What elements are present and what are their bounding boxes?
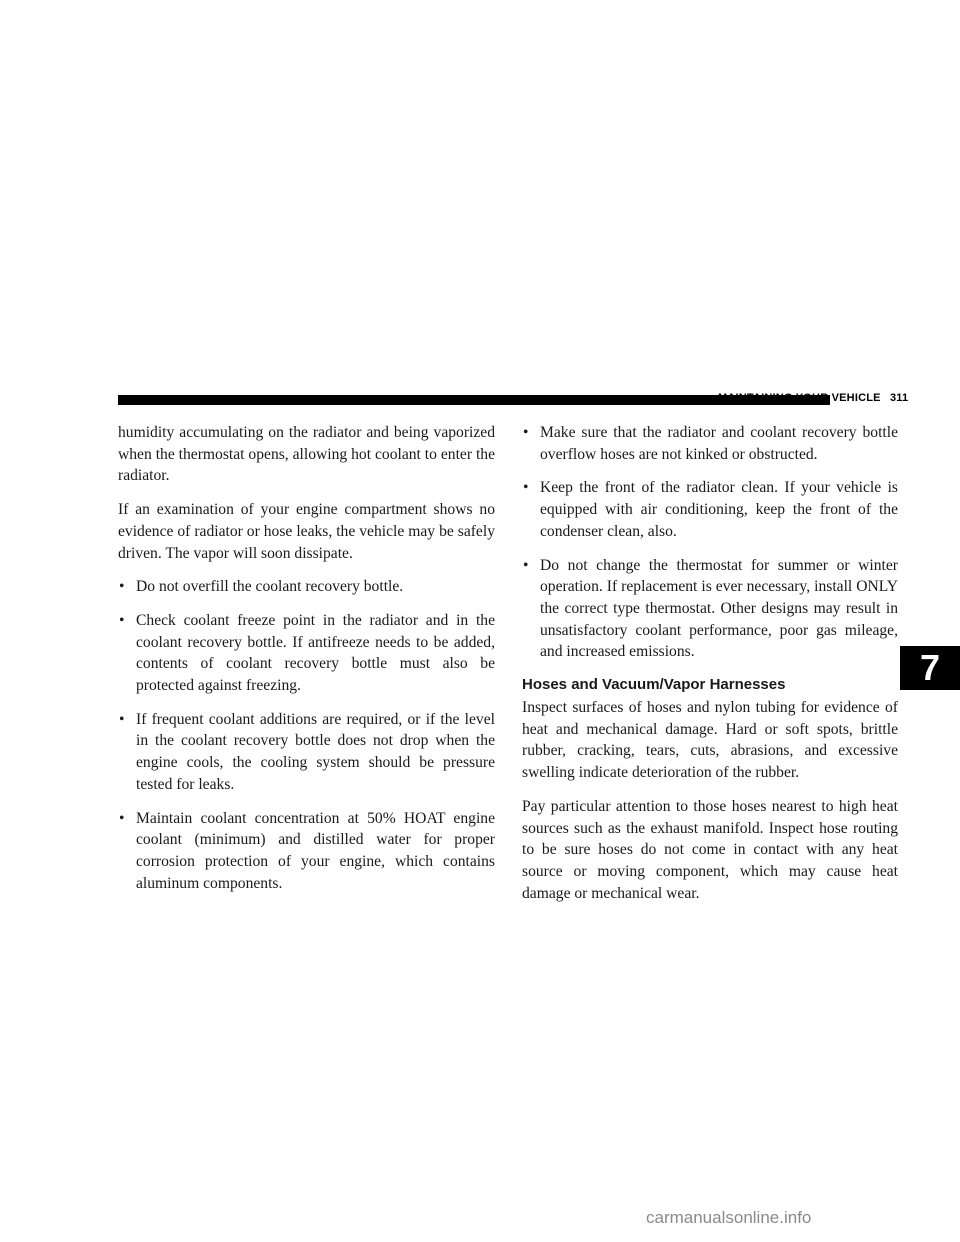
- left-column: [118, 422, 495, 906]
- list-item-text: If frequent coolant additions are required, or if the level in the coolant recovery bottle does not drop when the engine cools, the cooling system should be pressure tested for leaks.: [136, 710, 495, 793]
- section-title: MAINTAINING YOUR VEHICLE: [718, 392, 881, 404]
- bullet-icon: •: [119, 611, 125, 629]
- bullet-icon: •: [119, 710, 125, 728]
- list-item: [118, 610, 495, 697]
- list-item-text: Do not change the thermostat for summer or winter operation. If replacement is ever necessary, install ONLY the correct type thermostat. Other designs may result in unsatisfactory coolant performance, poor gas mileage, and increased emissions.: [540, 556, 898, 661]
- bullet-icon: •: [119, 809, 125, 827]
- bullet-icon: •: [119, 578, 125, 596]
- running-head: [718, 392, 909, 404]
- list-item: [118, 808, 495, 895]
- right-column: [522, 422, 898, 916]
- chapter-tab: 7: [900, 646, 960, 690]
- list-item: [522, 555, 898, 664]
- paragraph: If an examination of your engine compartment shows no evidence of radiator or hose leaks, the vehicle may be safely driven. The vapor will soon dissipate.: [118, 501, 495, 562]
- bullet-list: [522, 422, 898, 663]
- bullet-list: [118, 576, 495, 894]
- bullet-icon: •: [523, 479, 529, 497]
- paragraph: humidity accumulating on the radiator and being vaporized when the thermostat opens, allowing hot coolant to enter the radiator.: [118, 424, 495, 485]
- list-item-text: Make sure that the radiator and coolant recovery bottle overflow hoses are not kinked or obstructed.: [540, 424, 898, 463]
- page-number: 311: [889, 392, 909, 404]
- list-item: [522, 422, 898, 465]
- paragraph: Pay particular attention to those hoses nearest to high heat sources such as the exhaust manifold. Inspect hose routing to be sure hoses do not come in contact with any heat source or moving component, which may cause heat damage or mechanical wear.: [522, 797, 898, 902]
- list-item: [118, 576, 495, 598]
- list-item-text: Do not overfill the coolant recovery bottle.: [136, 578, 404, 596]
- paragraph: Inspect surfaces of hoses and nylon tubing for evidence of heat and mechanical damage. Hard or soft spots, brittle rubber, cracking, tears, cuts, abrasions, and excessive swelling indicate deterioration of the rubber.: [522, 699, 898, 782]
- section-heading: Hoses and Vacuum/Vapor Harnesses: [522, 676, 786, 694]
- bullet-icon: •: [523, 424, 529, 441]
- bullet-icon: •: [523, 556, 529, 574]
- watermark: carmanualsonline.info: [646, 1208, 812, 1227]
- list-item-text: Keep the front of the radiator clean. If your vehicle is equipped with air conditioning, keep the front of the condenser clean, also.: [540, 479, 898, 540]
- list-item-text: Check coolant freeze point in the radiator and in the coolant recovery bottle. If antifreeze needs to be added, contents of coolant recovery bottle must also be protected against freezing.: [136, 611, 495, 695]
- list-item: [118, 709, 495, 796]
- list-item-text: Maintain coolant concentration at 50% HOAT engine coolant (minimum) and distilled water for proper corrosion protection of your engine, which contains aluminum components.: [136, 809, 495, 892]
- list-item: [522, 477, 898, 542]
